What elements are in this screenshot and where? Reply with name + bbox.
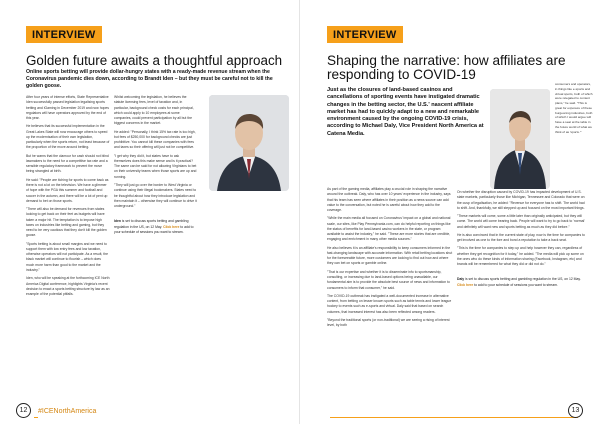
- paragraph: "Sports betting is about small margins and we need to support them with low entry fees and low taxation, otherwise operators will not participate. As a result, the black market will continue to flourish – which does much more harm than good to the market and the industry.": [26, 241, 108, 272]
- paragraph: He added: "Personally, I think 15% tax rate is too high, but fees of $250,000 for background checks are just prohibitive. You cannot kill these companies with fees and taxes so their offering will just not be competitive.: [114, 129, 196, 150]
- callout-tail: to add to your schedule of sessions you want to stream.: [473, 282, 558, 287]
- paragraph: But he warns that the clamour for cash should not blind lawmakers to the need for a competitive tax rate and a sensible regulatory framework to prevent the move being strangled at birth.: [26, 153, 109, 174]
- footer-rule: [34, 417, 38, 418]
- page-number: 13: [568, 403, 583, 418]
- paragraph: After four years of intense efforts, State Representative Iden successfully passed legislation legalising sports betting and iGaming in December 2019 and now hopes regulators will have operators approved by the end of this year.: [26, 95, 109, 121]
- speaker-name: Iden: [114, 219, 121, 224]
- speaker-name: Daly: [457, 277, 465, 282]
- article-standfirst: Just as the closures of land-based casinos and cancellations of sporting events have instigated dramatic changes in the betting sector, the U.S.' nascent affiliate market has had to quickly adapt to a new and remarkable environment caused by the ongoing COVID-19 crisis, according to Michael Daly, Vice President North America at Catena Media.: [327, 87, 484, 137]
- paragraph: He also believes it is an affiliate's responsibility to keep consumers informed in the fast-changing landscape with accurate information. With retail betting locations shut for the foreseeable future, more customers are looking to find out how and where they can bet on sports or gamble online.: [327, 245, 453, 266]
- session-callout: [114, 219, 197, 235]
- article-column-2: [457, 190, 585, 400]
- paragraph: "I get why they did it, but states have to ask themselves does this make sense and is it practical? The same can be said for not allowing Virginians to bet on their university teams when those sports are up and running.: [114, 153, 197, 179]
- footer-rule: [330, 417, 578, 418]
- paragraph: "That is our expertise and whether it is to disseminate info to sportsmanship, consulting, or increasing due to land-based options being unavailable, our fundamental aim is to provide the absolute best source of news and information to consumers to inform that consumer," he said.: [327, 269, 450, 290]
- paragraph: As part of the gaming media, affiliates play a crucial role in shaping the narrative around the outbreak. Daly, who has over 10 years' experience in the industry, says that his team has seen where affiliates in their position as a news source can add value to the conversation, but noted he is careful about how they add to the coverage.: [327, 187, 451, 213]
- paragraph: He said: "People are itching for sports to come back as there is not a lot on the television. We have a glimmer of hope with the PGA this summer and football and soccer in the autumn, and there will be a lot of pent up demand to bet on those sports.: [26, 177, 109, 203]
- speaker-portrait-graphic: [209, 95, 289, 191]
- article-column-1: [327, 187, 453, 399]
- click-here-link[interactable]: Click here: [163, 224, 180, 229]
- interview-badge: [327, 26, 403, 43]
- event-hashtag: #ICENorthAmerica: [38, 408, 97, 415]
- article-headline: Shaping the narrative: how affiliates are responding to COVID-19: [327, 53, 566, 83]
- paragraph: consumers and operators, in things like e-sports and virtual sports, both of which were relegated to content plans," he said. "This is great for exposure of these burgeoning industries, both of which I would argue will have a seat at the table in the future world of what we think of as 'sports.'": [555, 82, 593, 134]
- article-column-2: [114, 95, 197, 400]
- page-number: 12: [16, 403, 31, 418]
- paragraph: On whether the disruption caused by COVID-19 has impacted development of U.S. state markets, particularly those like Michigan, Tennessee and Colorado that were on the cusp of legalisation, he added: "Revenue for everyone has to shift. The world had to shift. And, thankfully, we still stepped up and focused on the most important things.: [457, 190, 585, 210]
- badge-label: INTERVIEW: [333, 28, 397, 41]
- session-callout: [457, 277, 585, 288]
- interview-badge: [26, 26, 102, 43]
- paragraph: "These markets will come, some a little later than originally anticipated, but they will come. The world will come bearing back. People will want to try to go back to 'normal' and definitely will want new and sports betting as much as they did before.": [457, 214, 585, 229]
- article-headline: Golden future awaits a thoughtful approach: [26, 53, 283, 68]
- paragraph: "They will just go over the border to West Virginia or continue using their illegal bookmakers. States need to be thoughtful about how they introduce legislation and then maintain it – otherwise they will continue to drive it underground.": [114, 182, 197, 209]
- speaker-photo: [490, 89, 550, 189]
- speaker-portrait-graphic: [490, 89, 550, 189]
- callout-tail: to add to your schedule of sessions you want to stream.: [114, 224, 194, 234]
- callout-text: is set to discuss sports betting and gambling regulation in the US, on 12 May.: [114, 219, 189, 229]
- paragraph: The COVID-19 outbreak has instigated a well-documented increase in alternative content, from betting on lesser known sports such as table tennis and lower league hockey to events such as e-sports and virtual. Daly said that based on search volumes, that increased interest has also been reflected among readers.: [327, 293, 452, 314]
- paragraph: Iden, who will be speaking at the forthcoming ICE North America Digital conference, highlights Virginia's recent decision to enact a sports betting structure by law as an example of the potential pitfalls.: [26, 276, 110, 297]
- paragraph: "This is the time for companies to step up and help however they can, regardless of whether they get recognition for it today," he added. "The media will pick up some on the ones who do these kinds of information sharing (Facebook, Instagram, etc) and brands will be remembered for what they did or did not do.": [457, 246, 584, 267]
- click-here-link[interactable]: Click here: [457, 282, 474, 287]
- paragraph: He is also convinced that in the current state of play, now is the time for companies to get involved as one to the fore and bond a reputation to take a back seat.: [457, 232, 585, 243]
- article-column-2-top: [555, 82, 593, 152]
- paragraph: "Beyond the traditional sports (or non-traditional) we are seeing a rising of interest level, by both: [327, 317, 450, 328]
- article-standfirst: Online sports betting will provide dollar-hungry states with a ready-made revenue stream when the Coronavirus pandemic dies down, according to Brandt Iden – but they must be careful not to kill the golden goose.: [26, 69, 273, 89]
- paragraph: "While the main media all focused on Coronavirus' impact on a global and national scale, our sites, like Play Pennsylvania.com, can do helpful reporting on things like the status of benefits for land-based casino workers in the state, or program available to assist the industry," he said. "These are more stories that are credible, engaging and enrichment in many other media sources.": [327, 216, 451, 242]
- article-column-1: [26, 95, 110, 400]
- paragraph: Whilst welcoming the legislation, he believes the statute licensing fees, level of taxation and, in particular, background check costs for each principal, which could apply to 10 employees at some companies, could prevent participation by all but the biggest concerns in the market.: [114, 95, 194, 126]
- speaker-photo: [209, 95, 289, 191]
- callout-text: is set to discuss sports betting and gambling regulation in the US, on 12 May.: [464, 277, 581, 282]
- paragraph: He believes that its successful implementation in the Great Lakes State will now encourage others to speed up the modernisation of their own legislation, particularly when the sports return, not least because of the proportion of the move around betting.: [26, 124, 110, 150]
- paragraph: "There will also be demand for revenues from states looking to get back on their feet as budgets will have taken a major hit. The temptation is to impose high taxes on industries like betting and gaming, but they need to be very cautious that they don't kill the golden goose.: [26, 207, 107, 238]
- right-page: [300, 0, 600, 424]
- badge-label: INTERVIEW: [32, 28, 96, 41]
